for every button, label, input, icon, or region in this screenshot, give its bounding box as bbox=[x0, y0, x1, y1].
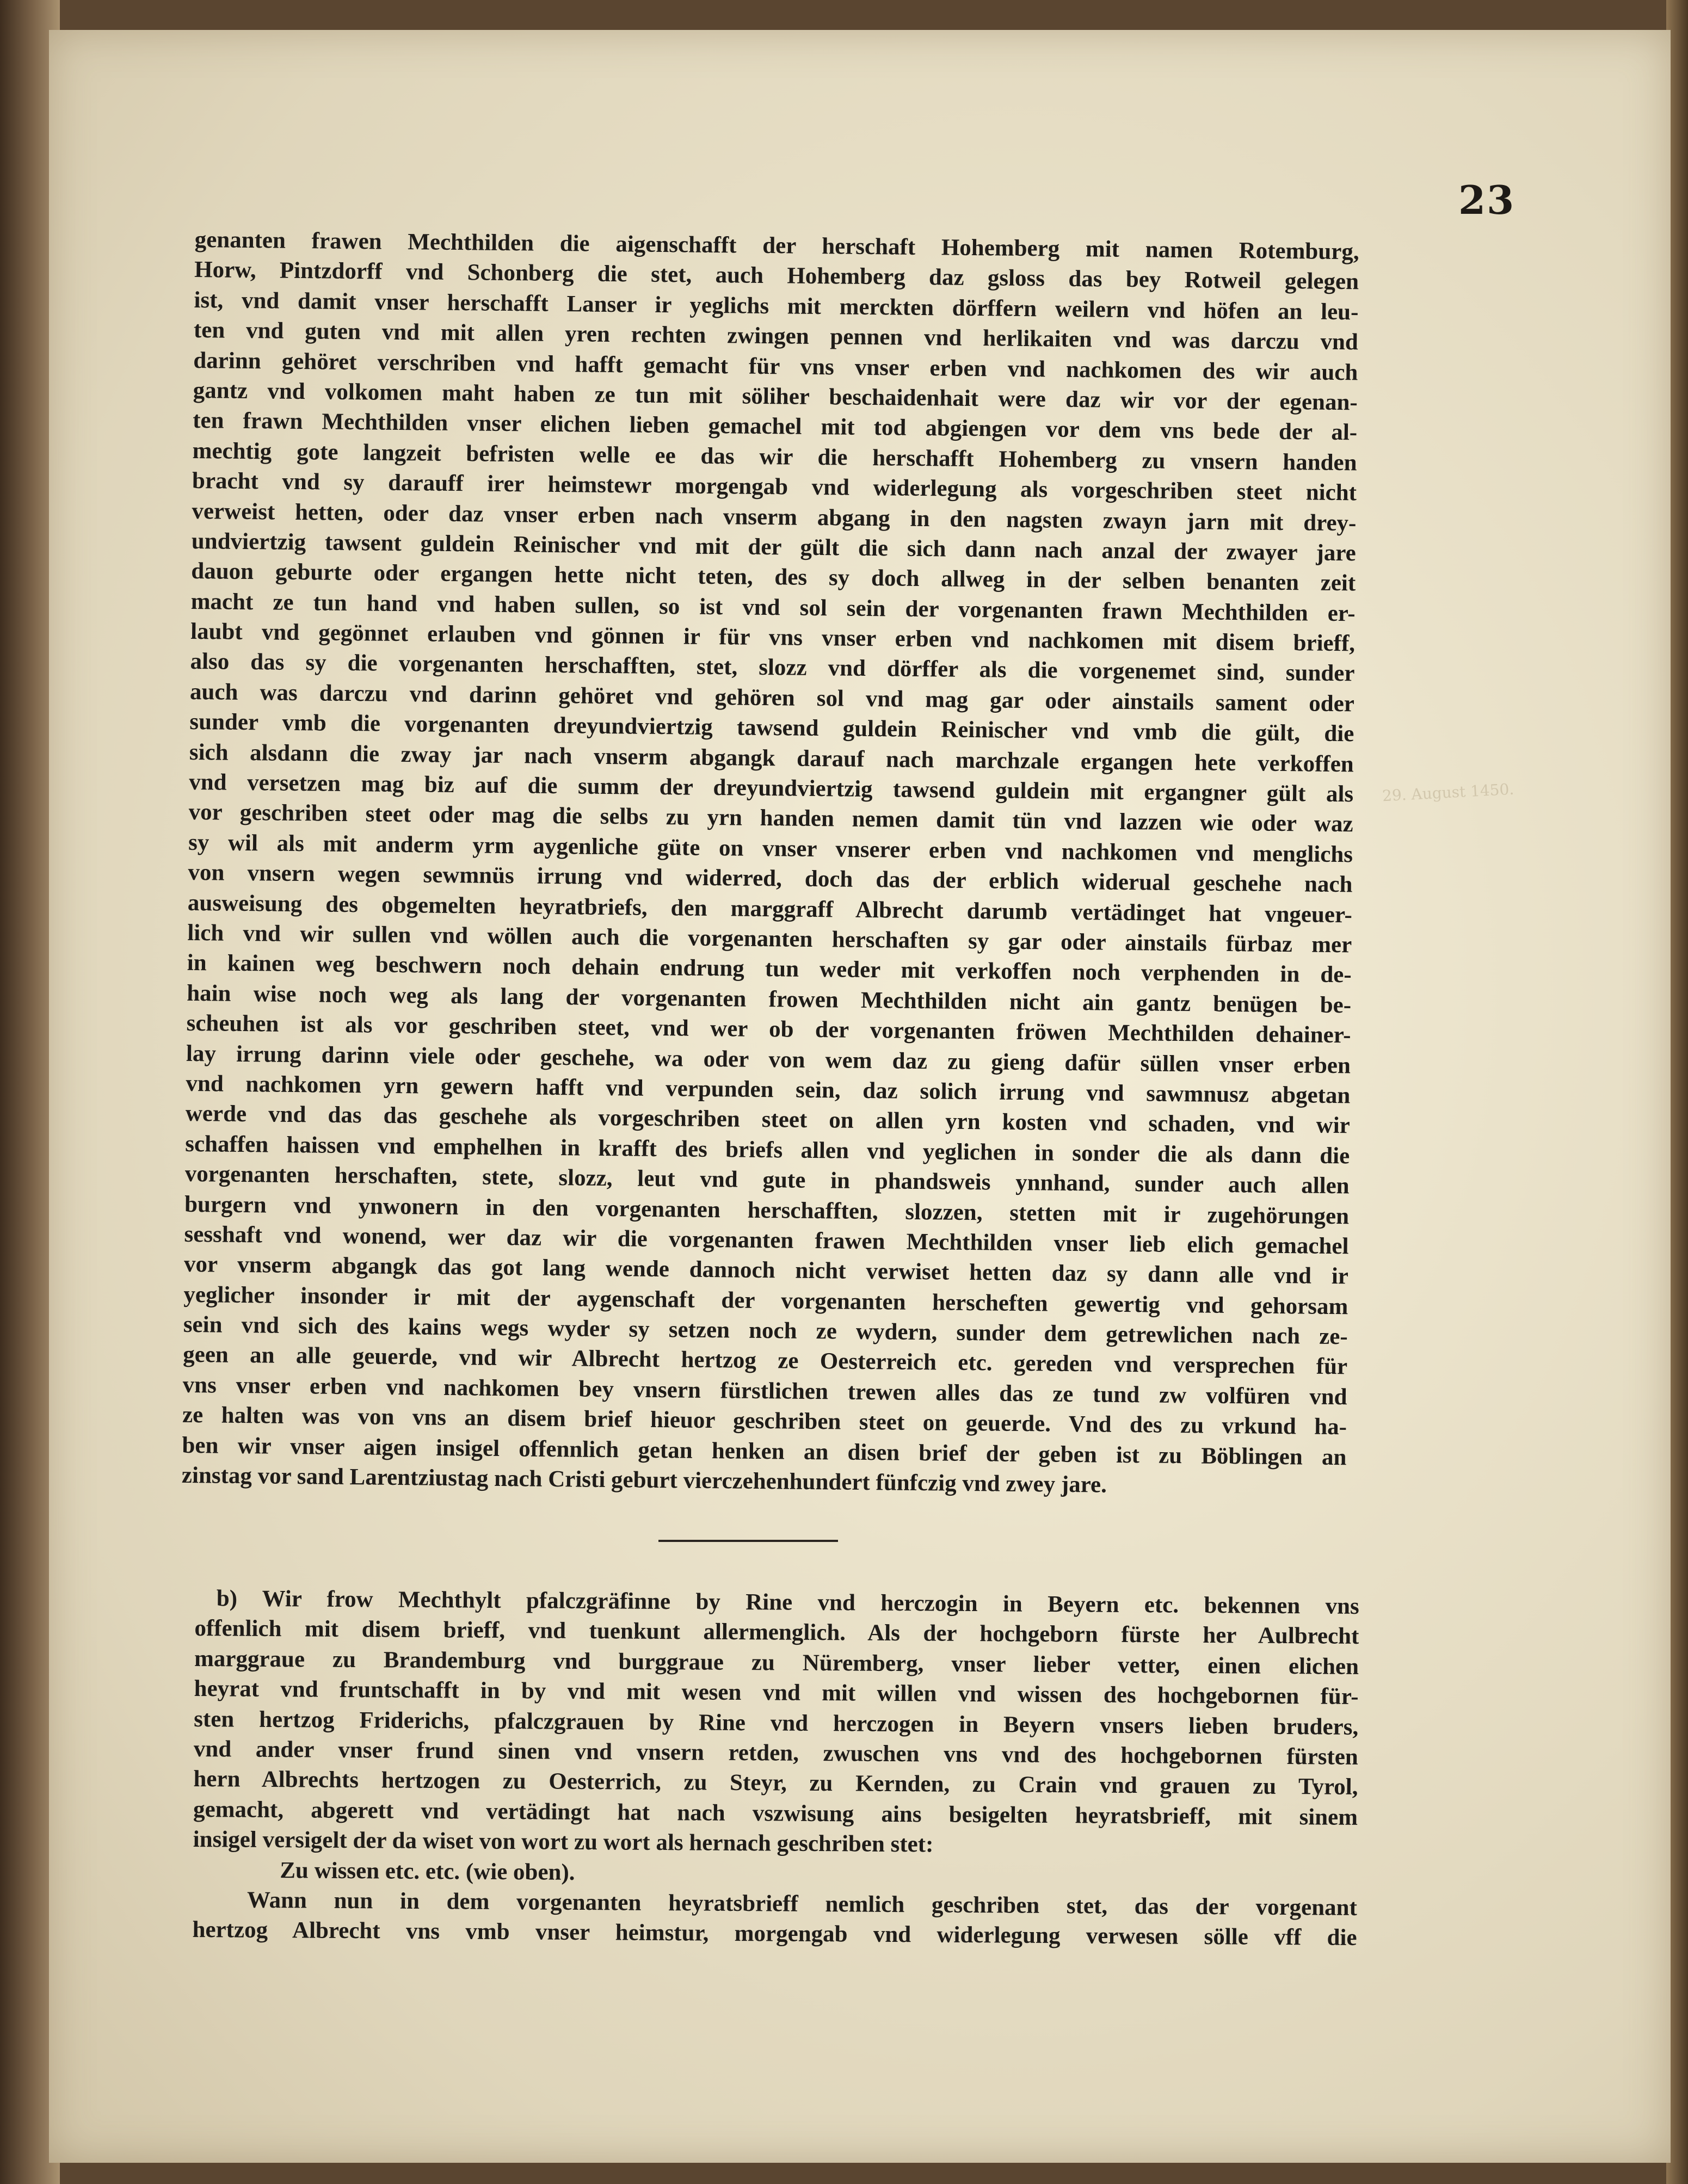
text-line: sich alsdann die zway jar nach vnserm abgangk darauf nach marchzale ergangen hete verkoffen bbox=[189, 739, 1354, 777]
text-line: Wann nun in dem vorgenanten heyratsbrieff nemlich geschriben stet, das der vorgenant bbox=[247, 1887, 1358, 1921]
text-line: schaffen haissen vnd emphelhen in krafft des briefs allen vnd yeglichen in sonder die als dann die bbox=[185, 1131, 1350, 1169]
text-line: ist, vnd damit vnser herschafft Lanser ir yeglichs mit merckten dörffern weilern vnd höfen an leu- bbox=[194, 287, 1359, 325]
text-line: genanten frawen Mechthilden die aigenschafft der herschaft Hohemberg mit namen Rotemburg, bbox=[194, 226, 1359, 265]
text-line: laubt vnd gegönnet erlauben vnd gönnen ir für vns vnser erben vnd nachkomen mit disem brieff, bbox=[190, 619, 1356, 657]
text-line: ze halten was von vns an disem brief hieuor geschriben steet on geuerde. Vnd des zu vrkund ha- bbox=[182, 1402, 1347, 1440]
text-line: ben wir vnser aigen insigel offennlich getan henken an disen brief der geben ist zu Böblingen an bbox=[182, 1432, 1347, 1470]
text-line: sunder vmb die vorgenanten dreyundviertzig tawsend guldein Reinischer vnd vmb die gült, die bbox=[189, 709, 1354, 747]
paragraph-b bbox=[192, 1583, 1359, 1953]
text-line: undviertzig tawsent guldein Reinischer vnd mit der gült die sich dann nach anzal der zwayer jare bbox=[191, 528, 1357, 566]
text-line: offenlich mit disem brieff, vnd tuenkunt allermenglich. Als der hochgeborn fürste her Aulbrecht bbox=[194, 1615, 1359, 1650]
margin-note: 29. August 1450. bbox=[1382, 780, 1515, 805]
text-line: hertzog Albrecht vns vmb vnser heimstur, morgengab vnd widerlegung verwesen sölle vff die bbox=[192, 1917, 1357, 1951]
text-line: vnd versetzen mag biz auf die summ der dreyundviertzig tawsend guldein mit ergangner gült als bbox=[189, 769, 1354, 807]
text-line: macht ze tun hand vnd haben sullen, so ist vnd sol sein der vorgenanten frawn Mechthilden er- bbox=[190, 588, 1356, 627]
paragraph-a bbox=[182, 225, 1359, 1503]
text-line: werde vnd das das geschehe als vorgeschriben steet on allen yrn kosten vnd schaden, vnd wir bbox=[185, 1101, 1351, 1139]
text-line: darinn gehöret verschriben vnd hafft gemacht für vns vnser erben vnd nachkomen des wir auch bbox=[193, 347, 1358, 385]
page-number: 23 bbox=[1458, 177, 1515, 223]
text-line: gantz vnd volkomen maht haben ze tun mit söliher beschaidenhait were daz wir vor der egenan- bbox=[193, 377, 1358, 416]
text-line: vor geschriben steet oder mag die selbs zu yrn handen nemen damit tün vnd lazzen wie oder waz bbox=[188, 799, 1353, 837]
text-line: ten frawn Mechthilden vnser elichen lieben gemachel mit tod abgiengen vor dem vns bede der al- bbox=[192, 408, 1358, 446]
text-line: Horw, Pintzdorff vnd Schonberg die stet, auch Hohemberg daz gsloss das bey Rotweil gelegen bbox=[194, 257, 1359, 295]
text-line: hain wise noch weg als lang der vorgenanten frowen Mechthilden nicht ain gantz benügen be- bbox=[186, 980, 1352, 1019]
text-line: bracht vnd sy darauff irer heimstewr morgengab vnd widerlegung als vorgeschriben steet nicht bbox=[192, 468, 1357, 506]
text-line: sy wil als mit anderm yrm aygenliche güte on vnser vnserer erben vnd nachkomen vnd menglichs bbox=[188, 829, 1353, 868]
text-line: lay irrung darinn viele oder geschehe, wa oder von wem daz zu gieng dafür süllen vnser erben bbox=[186, 1040, 1351, 1078]
text-line: vnd ander vnser frund sinen vnd vnsern retden, zwuschen vns vnd des hochgebornen fürsten bbox=[193, 1736, 1358, 1770]
text-line: von vnsern wegen sewmnüs irrung vnd widerred, doch das der erblich widerual geschehe nach bbox=[188, 860, 1353, 898]
section-divider bbox=[658, 1540, 838, 1542]
text-line: hern Albrechts hertzogen zu Oesterrich, zu Steyr, zu Kernden, zu Crain vnd grauen zu Tyrol, bbox=[193, 1766, 1358, 1800]
text-line: ten vnd guten vnd mit allen yren rechten zwingen pennen vnd herlikaiten vnd was darczu vnd bbox=[193, 317, 1359, 355]
text-line: sten hertzog Friderichs, pfalczgrauen by Rine vnd herczogen in Beyern vnsers lieben bruders, bbox=[194, 1706, 1359, 1740]
text-line: scheuhen ist als vor geschriben steet, vnd wer ob der vorgenanten fröwen Mechthilden dehainer- bbox=[186, 1010, 1351, 1048]
document-page bbox=[49, 30, 1671, 2163]
text-line: mechtig gote langzeit befristen welle ee das wir die herschafft Hohemberg zu vnsern handen bbox=[192, 437, 1357, 476]
text-line: ausweisung des obgemelten heyratbriefs, den marggraff Albrecht darumb vertädinget hat vngeuer- bbox=[187, 890, 1353, 928]
text-line: in kainen weg beschwern noch dehain endrung tun weder mit verkoffen noch verphenden in de- bbox=[187, 950, 1352, 988]
text-line: vor vnserm abgangk das got lang wende dannoch nicht verwiset hetten daz sy dann alle vnd ir bbox=[183, 1251, 1349, 1290]
text-line: insigel versigelt der da wiset von wort zu wort als hernach geschriben stet: bbox=[193, 1827, 934, 1858]
text-line: geen an alle geuerde, vnd wir Albrecht hertzog ze Oesterreich etc. gereden vnd versprechen für bbox=[183, 1342, 1348, 1380]
text-line: vns vnser erben vnd nachkomen bey vnsern fürstlichen trewen alles das ze tund zw volfüren vnd bbox=[182, 1372, 1347, 1410]
text-line: b) Wir frow Mechthylt pfalczgräfinne by Rine vnd herczogin in Beyern etc. bekennen vns bbox=[216, 1585, 1359, 1619]
text-line: sein vnd sich des kains wegs wyder sy setzen noch ze wydern, sunder dem getrewlichen nach ze- bbox=[183, 1311, 1348, 1350]
text-line: dauon geburte oder ergangen hette nicht teten, des sy doch allweg in der selben benanten zeit bbox=[191, 558, 1356, 596]
text-line: gemacht, abgerett vnd vertädingt hat nach vszwisung ains besigelten heyratsbrieff, mit sinem bbox=[193, 1796, 1358, 1830]
text-line: vorgenanten herschaften, stete, slozz, leut vnd gute in phandsweis ynnhand, sunder auch allen bbox=[184, 1161, 1350, 1199]
text-line: Zu wissen etc. etc. (wie oben). bbox=[280, 1857, 575, 1885]
text-line: zinstag vor sand Larentziustag nach Cristi geburt vierczehenhundert fünfczig vnd zwey jare. bbox=[181, 1462, 1107, 1498]
text-line: verweist hetten, oder daz vnser erben nach vnserm abgang in den nagsten zwayn jarn mit drey- bbox=[192, 498, 1357, 536]
text-line: vnd nachkomen yrn gewern hafft vnd verpunden sein, daz solich irrung vnd sawmnusz abgetan bbox=[186, 1070, 1351, 1109]
text-line: heyrat vnd fruntschafft in by vnd mit wesen vnd mit willen vnd wissen des hochgebornen für- bbox=[194, 1676, 1359, 1710]
text-line: also das sy die vorgenanten herschafften, stet, slozz vnd dörffer als die vorgenemet sind, sunder bbox=[190, 649, 1355, 687]
text-line: lich vnd wir sullen vnd wöllen auch die vorgenanten herschaften sy gar oder ainstails fürbaz mer bbox=[187, 920, 1352, 958]
text-line: yeglicher insonder ir mit der aygenschaft der vorgenanten herscheften gewertig vnd gehorsam bbox=[183, 1281, 1348, 1319]
text-line: marggraue zu Brandemburg vnd burggraue zu Nüremberg, vnser lieber vetter, einen elichen bbox=[194, 1645, 1359, 1680]
text-line: burgern vnd ynwonern in den vorgenanten herschafften, slozzen, stetten mit ir zugehörungen bbox=[184, 1191, 1350, 1229]
text-line: sesshaft vnd wonend, wer daz wir die vorgenanten frawen Mechthilden vnser lieb elich gemachel bbox=[184, 1221, 1349, 1260]
text-line: auch was darczu vnd darinn gehöret vnd gehören sol vnd mag gar oder ainstails sament oder bbox=[189, 678, 1355, 717]
